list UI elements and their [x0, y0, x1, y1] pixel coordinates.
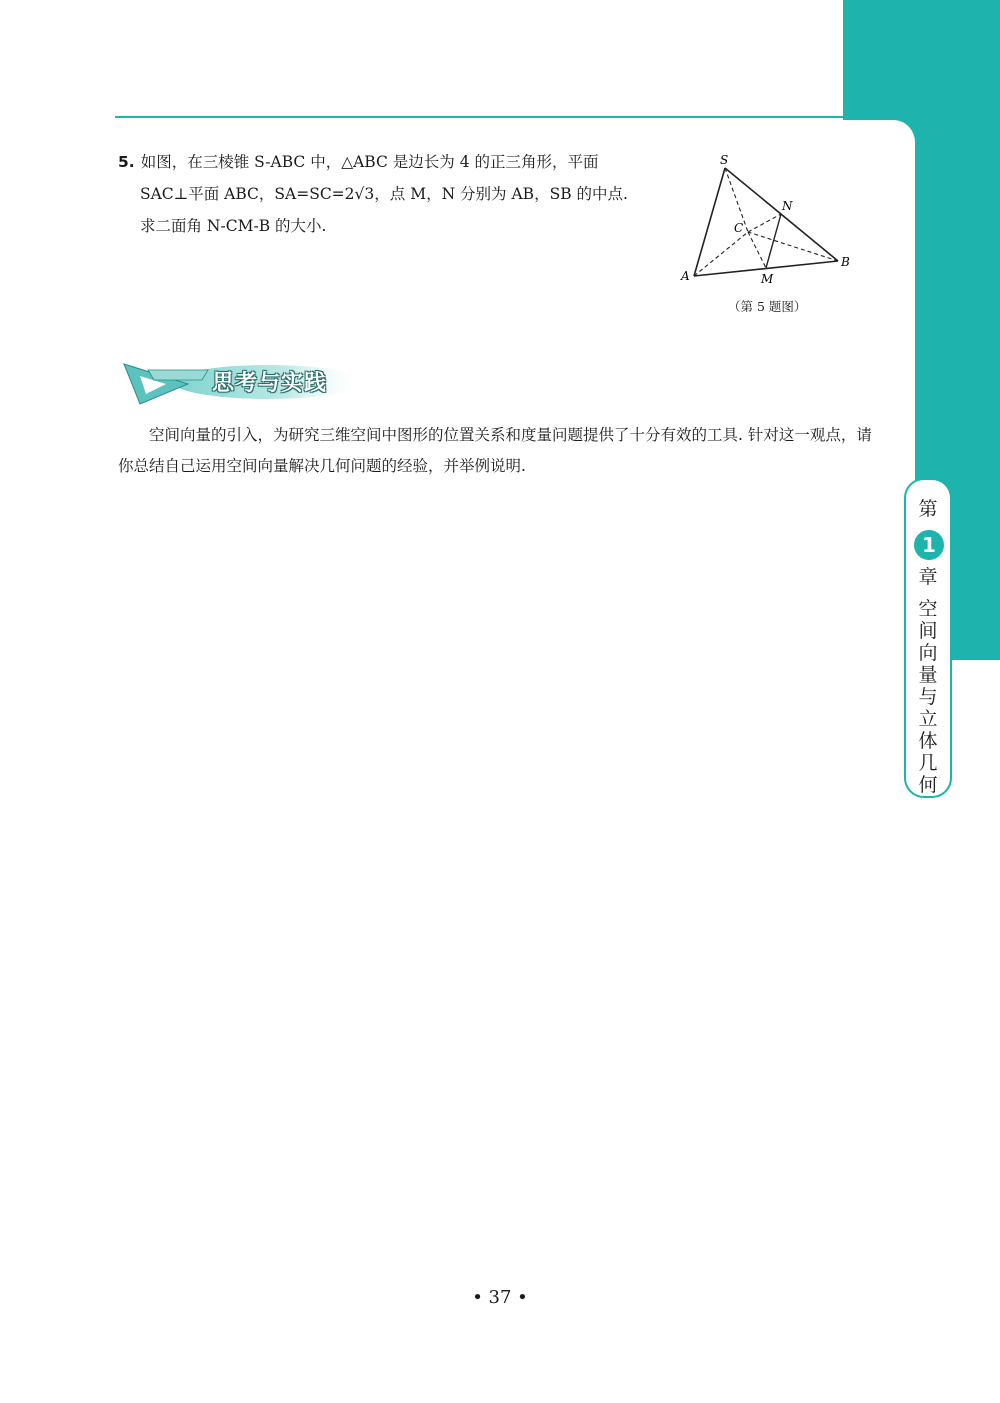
problem-number: 5. — [118, 153, 135, 171]
edge-SA — [694, 168, 725, 276]
chapter-number-badge: 1 — [914, 530, 944, 560]
chapter-title: 空 间 向 量 与 立 体 几 何 — [918, 598, 938, 796]
label-S: S — [720, 153, 729, 167]
chapter-di: 第 — [918, 498, 938, 520]
section-title: 思考与实践 — [212, 371, 328, 396]
problem-line-2: SAC⊥平面 ABC，SA=SC=2√3，点 M，N 分别为 AB，SB 的中点. — [140, 185, 628, 203]
segment-MN — [766, 214, 781, 268]
chapter-tab — [904, 478, 952, 798]
edge-AC — [694, 232, 748, 276]
page-number: • 37 • — [472, 1287, 528, 1308]
practice-paragraph: 空间向量的引入，为研究三维空间中图形的位置关系和度量问题提供了十分有效的工具. 针对这一观点，请你总结自己运用空间向量解决几何问题的经验，并举例说明. — [118, 426, 872, 475]
label-N: N — [782, 199, 793, 213]
edge-BC — [748, 232, 838, 261]
header-rule — [115, 116, 875, 118]
label-B: B — [841, 255, 850, 269]
label-M: M — [761, 272, 774, 286]
figure-caption: （第 5 题图） — [728, 299, 807, 314]
problem-5 — [118, 146, 678, 242]
tetrahedron-figure — [678, 148, 858, 288]
label-A: A — [681, 269, 690, 283]
practice-text — [118, 420, 886, 482]
problem-line-1: 5. 如图，在三棱锥 S-ABC 中，△ABC 是边长为 4 的正三角形，平面 — [118, 153, 599, 171]
label-C: C — [734, 221, 744, 235]
problem-line-3: 求二面角 N-CM-B 的大小. — [140, 217, 327, 235]
ruler-icon — [148, 370, 208, 380]
chapter-zhang: 章 — [918, 566, 938, 588]
